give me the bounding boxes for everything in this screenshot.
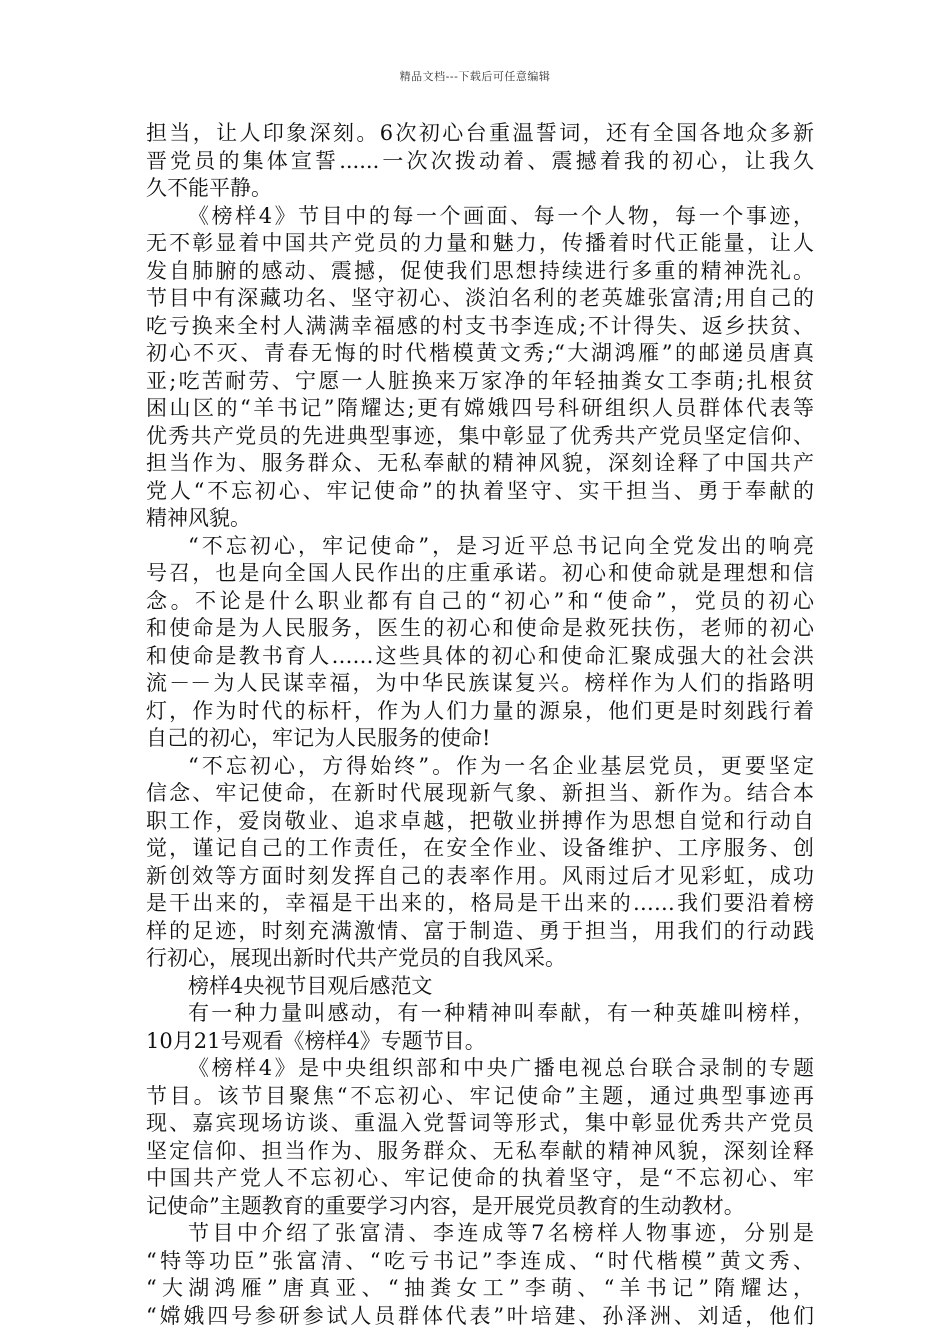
text-line: 无不彰显着中国共产党员的力量和魅力，传播着时代正能量，让人 xyxy=(146,231,814,255)
text-line: “嫦娥四号参研参试人员群体代表”叶培建、孙泽洲、刘适，他们 xyxy=(146,1303,814,1328)
text-line: 《榜样4》节目中的每一个画面、每一个人物，每一个事迹， xyxy=(188,203,814,228)
text-line: 记使命”主题教育的重要学习内容，是开展党员教育的生动教材。 xyxy=(146,1193,745,1218)
text-line: 发自肺腑的感动、震撼，促使我们思想持续进行多重的精神洗礼。 xyxy=(146,258,814,283)
text-line: 节目中有深藏功名、坚守初心、淡泊名利的老英雄张富清;用自己的 xyxy=(146,286,814,310)
text-line: 中国共产党人不忘初心、牢记使命的执着坚守，是“不忘初心、牢 xyxy=(146,1166,814,1190)
text-line: 节目。该节目聚焦“不忘初心、牢记使命”主题，通过典型事迹再 xyxy=(146,1083,814,1108)
text-line: “不忘初心，牢记使命”，是习近平总书记向全党发出的响亮 xyxy=(188,533,814,558)
text-line: 担当作为、服务群众、无私奉献的精神风貌，深刻诠释了中国共产 xyxy=(146,451,814,475)
text-line: 行初心，展现出新时代共产党员的自我风采。 xyxy=(146,946,566,970)
text-line: 念。不论是什么职业都有自己的“初心”和“使命”，党员的初心 xyxy=(146,588,814,613)
text-line: 晋党员的集体宣誓......一次次拨动着、震撼着我的初心，让我久 xyxy=(146,148,814,173)
text-line: 现、嘉宾现场访谈、重温入党誓词等形式，集中彰显优秀共产党员 xyxy=(146,1111,814,1135)
page-header: 精品文档---下载后可任意编辑 xyxy=(399,70,551,83)
text-line: “特等功臣”张富清、“吃亏书记”李连成、“时代楷模”黄文秀、 xyxy=(146,1248,814,1273)
text-line: 号召，也是向全国人民作出的庄重承诺。初心和使命就是理想和信 xyxy=(146,561,814,585)
text-line: 初心不灭、青春无悔的时代楷模黄文秀;“大湖鸿雁”的邮递员唐真 xyxy=(146,341,814,365)
text-line: 吃亏换来全村人满满幸福感的村支书李连成;不计得失、返乡扶贫、 xyxy=(146,313,814,338)
text-line: 困山区的“羊书记”隋耀达;更有嫦娥四号科研组织人员群体代表等 xyxy=(146,396,814,420)
text-line: 职工作，爱岗敬业、追求卓越，把敬业拼搏作为思想自觉和行动自 xyxy=(146,808,814,833)
text-line: 优秀共产党员的先进典型事迹，集中彰显了优秀共产党员坚定信仰、 xyxy=(146,423,814,448)
text-line: 亚;吃苦耐劳、宁愿一人脏换来万家净的年轻抽粪女工李萌;扎根贫 xyxy=(146,368,814,393)
text-line: 党人“不忘初心、牢记使命”的执着坚守、实干担当、勇于奉献的 xyxy=(146,478,814,503)
text-line: “不忘初心，方得始终”。作为一名企业基层党员，更要坚定 xyxy=(188,753,814,778)
text-line: 10月21号观看《榜样4》专题节目。 xyxy=(146,1028,486,1053)
text-line: 精神风貌。 xyxy=(146,506,251,530)
text-line: 和使命是教书育人……这些具体的初心和使命汇聚成强大的社会洪 xyxy=(146,643,814,668)
text-line: 和使命是为人民服务，医生的初心和使命是救死扶伤，老师的初心 xyxy=(146,616,814,640)
text-line: 信念、牢记使命，在新时代展现新气象、新担当、新作为。结合本 xyxy=(146,781,814,805)
text-line: 《榜样4》是中央组织部和中央广播电视总台联合录制的专题 xyxy=(188,1056,814,1080)
text-line: 担当，让人印象深刻。6次初心台重温誓词，还有全国各地众多新 xyxy=(146,121,814,145)
text-line: “大湖鸿雁”唐真亚、“抽粪女工”李萌、“羊书记”隋耀达， xyxy=(146,1276,814,1300)
text-line: 久不能平静。 xyxy=(146,176,272,200)
text-line: 觉，谨记自己的工作责任，在安全作业、设备维护、工序服务、创 xyxy=(146,836,814,860)
text-line: 样的足迹，时刻充满激情、富于制造、勇于担当，用我们的行动践 xyxy=(146,918,814,943)
document-body xyxy=(146,120,814,1330)
text-line: 是干出来的，幸福是干出来的，格局是干出来的……我们要沿着榜 xyxy=(146,891,814,915)
text-line: 灯，作为时代的标杆，作为人们力量的源泉，他们更是时刻践行着 xyxy=(146,698,814,723)
text-line: 有一种力量叫感动，有一种精神叫奉献，有一种英雄叫榜样， xyxy=(188,1001,814,1025)
text-line: 榜样4央视节目观后感范文 xyxy=(188,973,433,998)
text-line: 自己的初心，牢记为人民服务的使命! xyxy=(146,726,491,750)
text-line: 节目中介绍了张富清、李连成等7名榜样人物事迹，分别是 xyxy=(188,1221,814,1245)
text-line: 流－－为人民谋幸福，为中华民族谋复兴。榜样作为人们的指路明 xyxy=(146,671,814,695)
text-line: 新创效等方面时刻发挥自己的表率作用。风雨过后才见彩虹，成功 xyxy=(146,863,814,888)
text-line: 坚定信仰、担当作为、服务群众、无私奉献的精神风貌，深刻诠释 xyxy=(146,1138,814,1163)
